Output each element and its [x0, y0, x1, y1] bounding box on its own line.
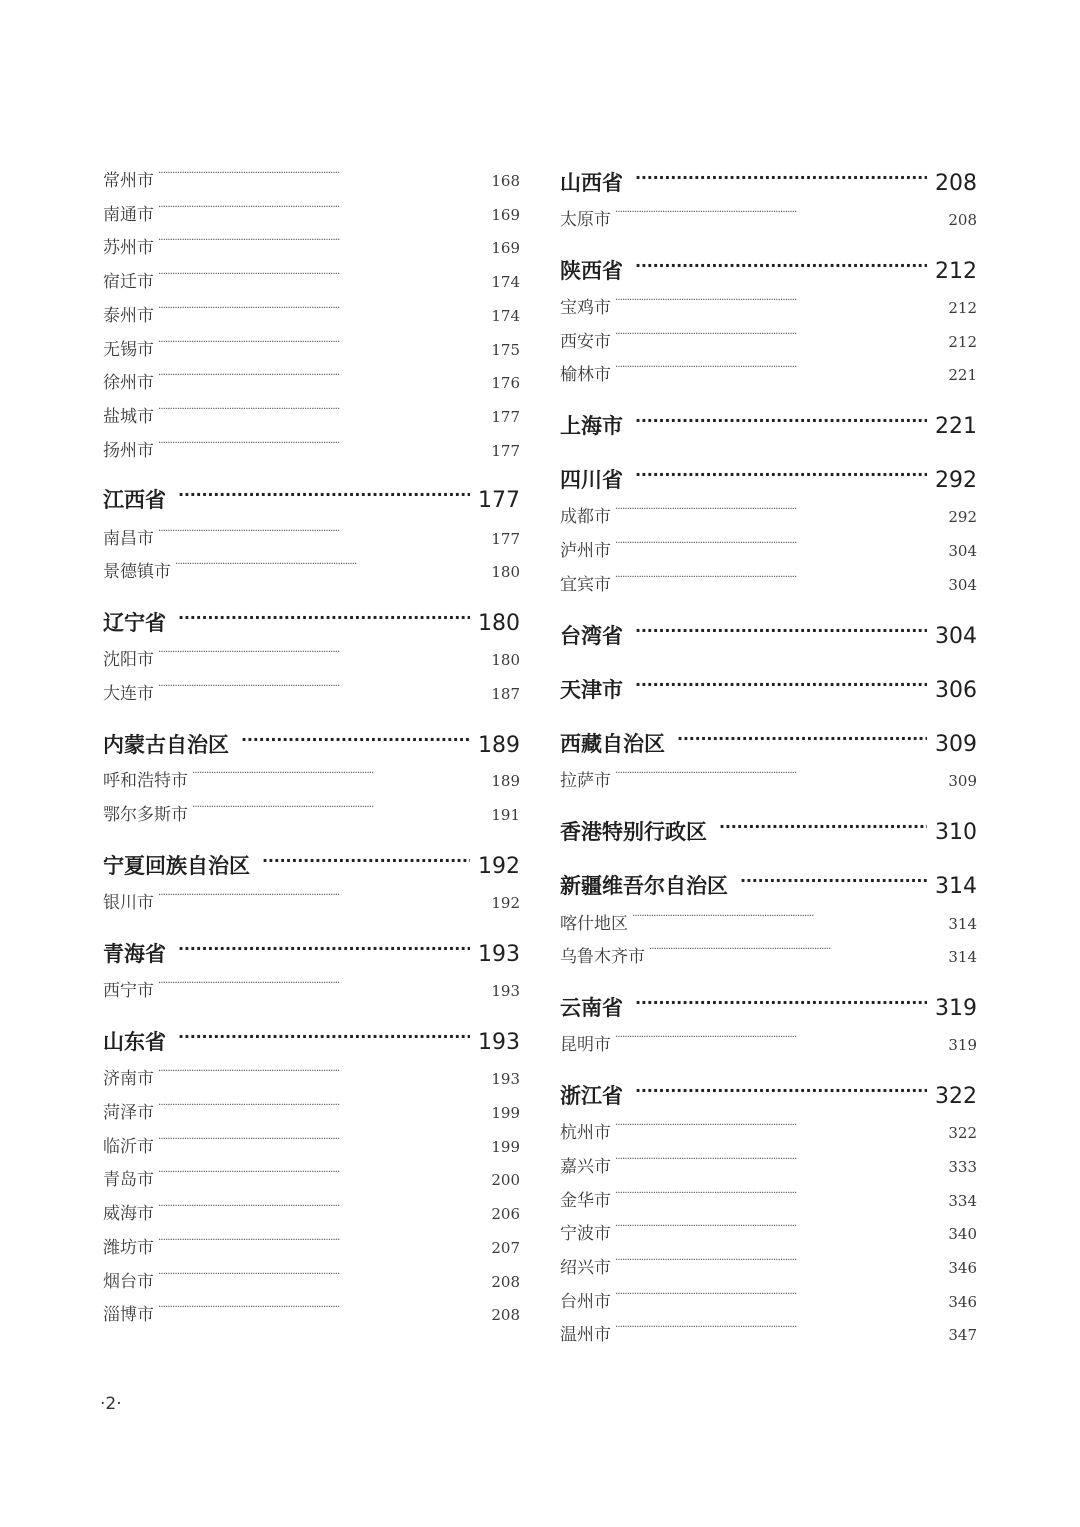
- toc-city-entry: [103, 560, 520, 584]
- entry-page-number: 319: [948, 1036, 977, 1054]
- toc-city-entry: [103, 682, 520, 706]
- toc-city-entry: [560, 912, 977, 936]
- toc-city-entry: [103, 1202, 520, 1226]
- entry-page-number: 292: [948, 508, 977, 526]
- dot-leader: [740, 872, 927, 893]
- dot-leader: [158, 648, 487, 665]
- entry-name: 成都市: [560, 507, 611, 527]
- entry-page-number: 208: [935, 171, 977, 196]
- entry-page-number: 189: [478, 733, 520, 758]
- toc-city-entry: [103, 803, 520, 827]
- entry-page-number: 206: [491, 1205, 520, 1223]
- dot-leader: [615, 769, 944, 786]
- entry-page-number: 180: [491, 563, 520, 581]
- entry-page-number: 193: [491, 982, 520, 1000]
- toc-city-entry: [560, 1323, 977, 1347]
- entry-name: 无锡市: [103, 340, 154, 360]
- toc-city-entry: [560, 1189, 977, 1213]
- dot-leader: [635, 412, 927, 433]
- toc-province-entry: [103, 485, 520, 515]
- toc-city-entry: [103, 338, 520, 362]
- dot-leader: [158, 270, 487, 287]
- dot-leader: [615, 505, 944, 522]
- entry-page-number: 208: [491, 1273, 520, 1291]
- toc-city-entry: [103, 1135, 520, 1159]
- toc-city-entry: [103, 270, 520, 294]
- entry-page-number: 176: [491, 374, 520, 392]
- entry-name: 青海省: [103, 942, 166, 966]
- entry-page-number: 309: [935, 732, 977, 757]
- dot-leader: [615, 296, 944, 313]
- dot-leader: [158, 979, 487, 996]
- entry-name: 山东省: [103, 1030, 166, 1054]
- entry-page-number: 174: [491, 307, 520, 325]
- entry-name: 内蒙古自治区: [103, 733, 229, 757]
- dot-leader: [615, 539, 944, 556]
- dot-leader: [241, 731, 470, 752]
- entry-page-number: 314: [948, 948, 977, 966]
- toc-city-entry: [103, 236, 520, 260]
- entry-page-number: 187: [491, 685, 520, 703]
- dot-leader: [635, 676, 927, 697]
- dot-leader: [719, 818, 927, 839]
- toc-province-entry: [560, 729, 977, 759]
- entry-name: 青岛市: [103, 1170, 154, 1190]
- entry-name: 景德镇市: [103, 562, 171, 582]
- entry-name: 大连市: [103, 684, 154, 704]
- toc-province-entry: [560, 411, 977, 441]
- toc-province-entry: [103, 608, 520, 638]
- entry-page-number: 200: [491, 1171, 520, 1189]
- dot-leader: [158, 236, 487, 253]
- entry-name: 台湾省: [560, 624, 623, 648]
- dot-leader: [158, 169, 487, 186]
- entry-page-number: 319: [935, 996, 977, 1021]
- entry-name: 金华市: [560, 1191, 611, 1211]
- dot-leader: [635, 169, 927, 190]
- entry-name: 昆明市: [560, 1035, 611, 1055]
- entry-name: 榆林市: [560, 365, 611, 385]
- entry-name: 银川市: [103, 893, 154, 913]
- dot-leader: [158, 304, 487, 321]
- entry-name: 宿迁市: [103, 272, 154, 292]
- entry-name: 江西省: [103, 488, 166, 512]
- entry-page-number: 193: [478, 942, 520, 967]
- entry-page-number: 177: [491, 530, 520, 548]
- toc-city-entry: [103, 1270, 520, 1294]
- entry-page-number: 304: [948, 576, 977, 594]
- dot-leader: [158, 371, 487, 388]
- dot-leader: [615, 1155, 944, 1172]
- entry-name: 菏泽市: [103, 1103, 154, 1123]
- dot-leader: [615, 1256, 944, 1273]
- dot-leader: [158, 527, 487, 544]
- entry-name: 山西省: [560, 171, 623, 195]
- entry-page-number: 292: [935, 468, 977, 493]
- toc-city-entry: [103, 527, 520, 551]
- entry-name: 烟台市: [103, 1272, 154, 1292]
- dot-leader: [158, 682, 487, 699]
- entry-page-number: 177: [491, 408, 520, 426]
- entry-page-number: 175: [491, 341, 520, 359]
- entry-name: 潍坊市: [103, 1238, 154, 1258]
- toc-province-entry: [103, 730, 520, 760]
- toc-province-entry: [103, 851, 520, 881]
- toc-city-entry: [560, 1155, 977, 1179]
- entry-name: 鄂尔多斯市: [103, 805, 188, 825]
- dot-leader: [175, 560, 487, 577]
- entry-name: 四川省: [560, 468, 623, 492]
- entry-page-number: 192: [491, 894, 520, 912]
- toc-city-entry: [103, 405, 520, 429]
- entry-name: 西藏自治区: [560, 732, 665, 756]
- dot-leader: [158, 1135, 487, 1152]
- dot-leader: [615, 330, 944, 347]
- entry-page-number: 174: [491, 273, 520, 291]
- entry-page-number: 208: [948, 211, 977, 229]
- entry-page-number: 322: [935, 1084, 977, 1109]
- toc-city-entry: [103, 979, 520, 1003]
- dot-leader: [635, 994, 927, 1015]
- toc-city-entry: [103, 1303, 520, 1327]
- entry-name: 嘉兴市: [560, 1157, 611, 1177]
- toc-city-entry: [103, 304, 520, 328]
- dot-leader: [158, 1303, 487, 1320]
- toc-city-entry: [560, 539, 977, 563]
- dot-leader: [649, 945, 944, 962]
- toc-city-entry: [103, 203, 520, 227]
- entry-page-number: 168: [491, 172, 520, 190]
- entry-name: 天津市: [560, 678, 623, 702]
- entry-page-number: 221: [948, 366, 977, 384]
- toc-city-entry: [560, 1033, 977, 1057]
- entry-page-number: 180: [491, 651, 520, 669]
- page-number: ·2·: [100, 1394, 122, 1414]
- dot-leader: [178, 486, 470, 507]
- entry-page-number: 221: [935, 414, 977, 439]
- entry-page-number: 314: [948, 915, 977, 933]
- entry-name: 拉萨市: [560, 771, 611, 791]
- entry-name: 威海市: [103, 1204, 154, 1224]
- dot-leader: [615, 208, 944, 225]
- dot-leader: [615, 1033, 944, 1050]
- entry-name: 淄博市: [103, 1305, 154, 1325]
- dot-leader: [192, 803, 487, 820]
- toc-province-entry: [560, 675, 977, 705]
- toc-province-entry: [560, 1081, 977, 1111]
- entry-name: 乌鲁木齐市: [560, 947, 645, 967]
- dot-leader: [158, 1101, 487, 1118]
- toc-city-entry: [560, 1121, 977, 1145]
- toc-city-entry: [103, 1067, 520, 1091]
- toc-city-entry: [103, 1236, 520, 1260]
- entry-page-number: 306: [935, 678, 977, 703]
- entry-name: 西宁市: [103, 981, 154, 1001]
- entry-name: 浙江省: [560, 1084, 623, 1108]
- toc-province-entry: [560, 256, 977, 286]
- toc-city-entry: [560, 769, 977, 793]
- dot-leader: [178, 940, 470, 961]
- toc-province-entry: [560, 871, 977, 901]
- dot-leader: [158, 1270, 487, 1287]
- entry-page-number: 304: [935, 624, 977, 649]
- entry-name: 沈阳市: [103, 650, 154, 670]
- entry-page-number: 212: [948, 299, 977, 317]
- entry-name: 台州市: [560, 1292, 611, 1312]
- dot-leader: [262, 852, 470, 873]
- dot-leader: [158, 1168, 487, 1185]
- entry-name: 苏州市: [103, 238, 154, 258]
- dot-leader: [158, 1202, 487, 1219]
- entry-page-number: 199: [491, 1138, 520, 1156]
- entry-name: 宁波市: [560, 1224, 611, 1244]
- entry-name: 宁夏回族自治区: [103, 854, 250, 878]
- dot-leader: [192, 769, 487, 786]
- dot-leader: [635, 1082, 927, 1103]
- dot-leader: [158, 203, 487, 220]
- entry-page-number: 322: [948, 1124, 977, 1142]
- entry-page-number: 309: [948, 772, 977, 790]
- entry-page-number: 199: [491, 1104, 520, 1122]
- toc-city-entry: [103, 891, 520, 915]
- toc-city-entry: [103, 648, 520, 672]
- dot-leader: [178, 609, 470, 630]
- dot-leader: [615, 1290, 944, 1307]
- entry-page-number: 347: [948, 1326, 977, 1344]
- dot-leader: [635, 257, 927, 278]
- entry-name: 济南市: [103, 1069, 154, 1089]
- toc-city-entry: [560, 945, 977, 969]
- dot-leader: [635, 622, 927, 643]
- dot-leader: [615, 573, 944, 590]
- entry-page-number: 310: [935, 820, 977, 845]
- entry-page-number: 304: [948, 542, 977, 560]
- entry-name: 常州市: [103, 171, 154, 191]
- entry-page-number: 333: [948, 1158, 977, 1176]
- entry-name: 新疆维吾尔自治区: [560, 874, 728, 898]
- entry-name: 宜宾市: [560, 575, 611, 595]
- toc-city-entry: [560, 573, 977, 597]
- dot-leader: [178, 1028, 470, 1049]
- toc-city-entry: [103, 439, 520, 463]
- entry-page-number: 314: [935, 874, 977, 899]
- entry-page-number: 207: [491, 1239, 520, 1257]
- toc-city-entry: [560, 505, 977, 529]
- dot-leader: [615, 1222, 944, 1239]
- entry-name: 盐城市: [103, 407, 154, 427]
- dot-leader: [615, 1323, 944, 1340]
- entry-page-number: 169: [491, 206, 520, 224]
- entry-page-number: 334: [948, 1192, 977, 1210]
- entry-name: 陕西省: [560, 259, 623, 283]
- dot-leader: [158, 439, 487, 456]
- entry-name: 宝鸡市: [560, 298, 611, 318]
- dot-leader: [615, 363, 944, 380]
- entry-page-number: 193: [491, 1070, 520, 1088]
- dot-leader: [158, 1236, 487, 1253]
- dot-leader: [158, 1067, 487, 1084]
- toc-city-entry: [560, 1222, 977, 1246]
- toc-city-entry: [103, 371, 520, 395]
- dot-leader: [158, 405, 487, 422]
- entry-page-number: 346: [948, 1259, 977, 1277]
- entry-name: 杭州市: [560, 1123, 611, 1143]
- dot-leader: [158, 891, 487, 908]
- entry-name: 泸州市: [560, 541, 611, 561]
- entry-name: 云南省: [560, 996, 623, 1020]
- entry-name: 绍兴市: [560, 1258, 611, 1278]
- entry-page-number: 212: [935, 259, 977, 284]
- entry-page-number: 191: [491, 806, 520, 824]
- toc-province-entry: [560, 465, 977, 495]
- entry-name: 香港特别行政区: [560, 820, 707, 844]
- toc-city-entry: [103, 1101, 520, 1125]
- entry-name: 太原市: [560, 210, 611, 230]
- entry-name: 徐州市: [103, 373, 154, 393]
- toc-province-entry: [560, 817, 977, 847]
- entry-page-number: 180: [478, 611, 520, 636]
- toc-city-entry: [560, 363, 977, 387]
- entry-name: 临沂市: [103, 1137, 154, 1157]
- entry-name: 喀什地区: [560, 914, 628, 934]
- toc-province-entry: [560, 621, 977, 651]
- toc-province-entry: [103, 1027, 520, 1057]
- toc-province-entry: [560, 168, 977, 198]
- entry-name: 扬州市: [103, 441, 154, 461]
- entry-name: 南昌市: [103, 529, 154, 549]
- entry-page-number: 192: [478, 854, 520, 879]
- entry-name: 西安市: [560, 332, 611, 352]
- entry-page-number: 346: [948, 1293, 977, 1311]
- toc-city-entry: [103, 169, 520, 193]
- entry-page-number: 193: [478, 1030, 520, 1055]
- toc-city-entry: [103, 769, 520, 793]
- dot-leader: [158, 338, 487, 355]
- entry-page-number: 177: [478, 488, 520, 513]
- entry-page-number: 340: [948, 1225, 977, 1243]
- dot-leader: [635, 466, 927, 487]
- toc-city-entry: [560, 296, 977, 320]
- toc-city-entry: [560, 1256, 977, 1280]
- entry-page-number: 189: [491, 772, 520, 790]
- entry-name: 呼和浩特市: [103, 771, 188, 791]
- dot-leader: [615, 1121, 944, 1138]
- dot-leader: [677, 730, 927, 751]
- dot-leader: [632, 912, 944, 929]
- toc-city-entry: [103, 1168, 520, 1192]
- toc-province-entry: [560, 993, 977, 1023]
- entry-page-number: 177: [491, 442, 520, 460]
- entry-page-number: 169: [491, 239, 520, 257]
- toc-city-entry: [560, 208, 977, 232]
- entry-name: 辽宁省: [103, 611, 166, 635]
- entry-page-number: 212: [948, 333, 977, 351]
- entry-name: 上海市: [560, 414, 623, 438]
- toc-city-entry: [560, 1290, 977, 1314]
- entry-name: 泰州市: [103, 306, 154, 326]
- entry-name: 温州市: [560, 1325, 611, 1345]
- entry-page-number: 208: [491, 1306, 520, 1324]
- toc-province-entry: [103, 939, 520, 969]
- dot-leader: [615, 1189, 944, 1206]
- entry-name: 南通市: [103, 205, 154, 225]
- toc-city-entry: [560, 330, 977, 354]
